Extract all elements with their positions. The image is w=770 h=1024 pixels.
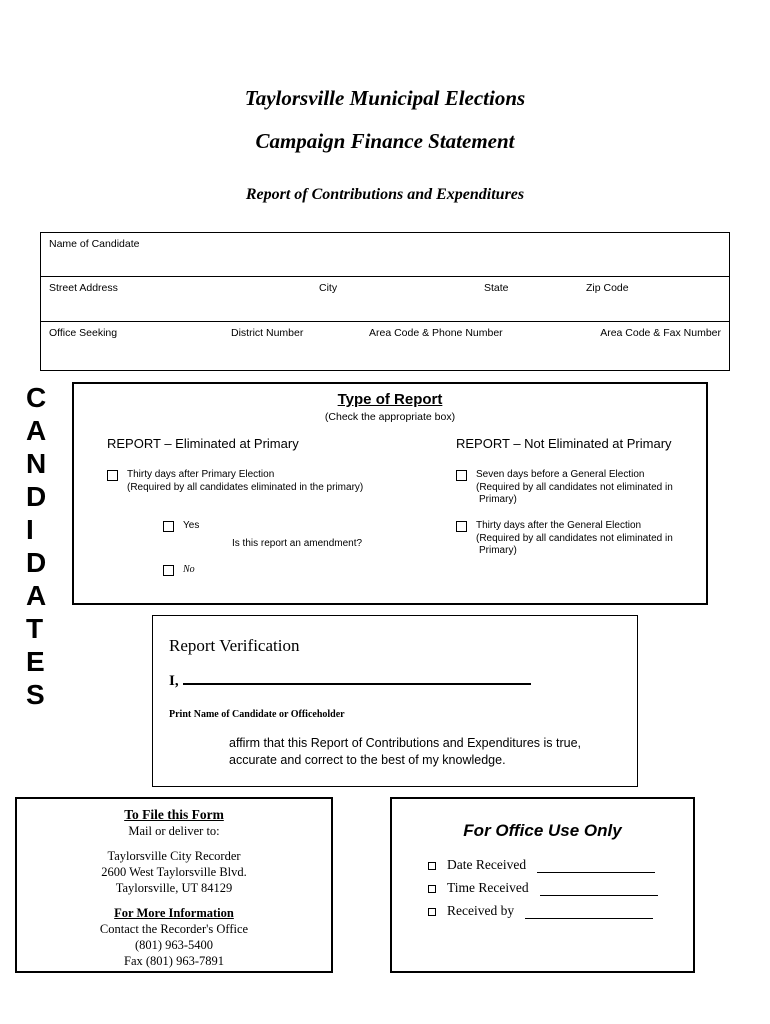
thirty-days-primary-text bbox=[127, 469, 363, 494]
option-line: Primary) bbox=[479, 494, 517, 505]
address-line: Taylorsville City Recorder bbox=[107, 849, 241, 863]
time-received-checkbox[interactable] bbox=[428, 885, 436, 893]
city-label: City bbox=[319, 282, 338, 294]
received-by-label: Received by bbox=[447, 903, 515, 918]
thirty-days-primary-option bbox=[107, 469, 417, 494]
office-use-only-box bbox=[390, 797, 695, 973]
thirty-days-general-option bbox=[456, 520, 696, 558]
phone-number-label: Area Code & Phone Number bbox=[369, 327, 503, 339]
date-received-blank[interactable] bbox=[537, 860, 655, 873]
district-number-label: District Number bbox=[231, 327, 304, 339]
candidates-letter: C bbox=[26, 382, 47, 413]
candidates-letter: T bbox=[26, 613, 44, 644]
to-file-title: To File this Form bbox=[124, 807, 224, 822]
affirm-line-1: affirm that this Report of Contributions and Expenditures is true, bbox=[229, 736, 582, 750]
date-received-label: Date Received bbox=[447, 857, 527, 872]
candidates-letter: E bbox=[26, 646, 45, 677]
amendment-no-checkbox[interactable] bbox=[163, 565, 174, 576]
amendment-yes-checkbox[interactable] bbox=[163, 521, 174, 532]
option-line: Thirty days after the General Election bbox=[476, 520, 642, 531]
candidates-vertical-label bbox=[26, 381, 46, 711]
amendment-question: Is this report an amendment? bbox=[232, 538, 363, 549]
date-received-item bbox=[428, 857, 693, 873]
office-row-fields[interactable] bbox=[41, 321, 729, 370]
thirty-days-primary-checkbox[interactable] bbox=[107, 470, 118, 481]
candidates-letter: A bbox=[26, 415, 47, 446]
report-eliminated-header: REPORT – Eliminated at Primary bbox=[107, 436, 299, 451]
info-line: (801) 963-5400 bbox=[134, 938, 214, 952]
amendment-yes-label: Yes bbox=[183, 520, 200, 531]
form-subtitle: Campaign Finance Statement bbox=[255, 129, 515, 153]
option-line: (Required by all candidates not eliminated in bbox=[476, 532, 673, 544]
candidates-letter: N bbox=[26, 448, 47, 479]
time-received-blank[interactable] bbox=[540, 883, 658, 896]
address-line: 2600 West Taylorsville Blvd. bbox=[101, 865, 247, 879]
form-title: Taylorsville Municipal Elections bbox=[244, 86, 526, 110]
type-of-report-subtitle: (Check the appropriate box) bbox=[324, 411, 456, 423]
info-line: Contact the Recorder's Office bbox=[99, 922, 249, 936]
option-line: Seven days before a General Election bbox=[476, 469, 645, 480]
print-name-label: Print Name of Candidate or Officeholder bbox=[169, 709, 345, 720]
option-line: (Required by all candidates not eliminated in bbox=[476, 481, 673, 493]
zip-code-label: Zip Code bbox=[586, 282, 629, 294]
affirm-statement bbox=[229, 735, 581, 769]
time-received-label: Time Received bbox=[447, 880, 529, 895]
candidate-name-blank[interactable] bbox=[183, 672, 531, 685]
i-label: I, bbox=[169, 673, 179, 689]
received-by-checkbox[interactable] bbox=[428, 908, 436, 916]
option-line: Primary) bbox=[479, 545, 517, 556]
candidates-letter: D bbox=[26, 481, 47, 512]
type-of-report-title: Type of Report bbox=[337, 391, 443, 408]
time-received-item bbox=[428, 880, 693, 896]
candidates-letter: I bbox=[26, 514, 34, 545]
name-of-candidate-label: Name of Candidate bbox=[49, 238, 140, 250]
seven-days-general-checkbox[interactable] bbox=[456, 470, 467, 481]
form-report-line: Report of Contributions and Expenditures bbox=[245, 186, 525, 203]
amendment-no-option bbox=[163, 564, 195, 576]
candidates-letter: S bbox=[26, 679, 45, 710]
candidates-letter: A bbox=[26, 580, 47, 611]
for-more-information-title: For More Information bbox=[114, 906, 234, 920]
office-seeking-label: Office Seeking bbox=[49, 327, 118, 339]
verification-i-line bbox=[169, 672, 531, 690]
seven-days-general-option bbox=[456, 469, 696, 507]
address-line: Taylorsville, UT 84129 bbox=[115, 881, 233, 895]
seven-days-general-text bbox=[476, 469, 673, 507]
info-line: Fax (801) 963-7891 bbox=[124, 954, 224, 968]
date-received-checkbox[interactable] bbox=[428, 862, 436, 870]
received-by-item bbox=[428, 903, 693, 919]
candidate-info-table bbox=[40, 232, 730, 371]
thirty-days-general-checkbox[interactable] bbox=[456, 521, 467, 532]
type-of-report-box bbox=[72, 382, 708, 605]
candidates-letter: D bbox=[26, 547, 47, 578]
received-by-blank[interactable] bbox=[525, 906, 653, 919]
amendment-yes-option bbox=[163, 520, 199, 532]
office-use-only-title: For Office Use Only bbox=[463, 821, 622, 840]
option-line: (Required by all candidates eliminated in the primary) bbox=[127, 481, 364, 493]
street-address-label: Street Address bbox=[49, 282, 118, 294]
report-verification-title: Report Verification bbox=[169, 636, 300, 655]
report-not-eliminated-header: REPORT – Not Eliminated at Primary bbox=[456, 436, 672, 451]
amendment-no-label: No bbox=[183, 564, 195, 575]
thirty-days-general-text bbox=[476, 520, 673, 558]
to-file-this-form-box bbox=[15, 797, 333, 973]
option-line: Thirty days after Primary Election bbox=[127, 469, 275, 480]
report-verification-box bbox=[152, 615, 638, 787]
mail-or-deliver-label: Mail or deliver to: bbox=[128, 824, 220, 838]
affirm-line-2: accurate and correct to the best of my knowledge. bbox=[229, 753, 506, 767]
state-label: State bbox=[484, 282, 509, 294]
fax-number-label: Area Code & Fax Number bbox=[600, 327, 721, 339]
office-use-items bbox=[428, 857, 693, 919]
address-row-fields[interactable] bbox=[41, 276, 729, 321]
name-of-candidate-field[interactable] bbox=[41, 233, 729, 276]
